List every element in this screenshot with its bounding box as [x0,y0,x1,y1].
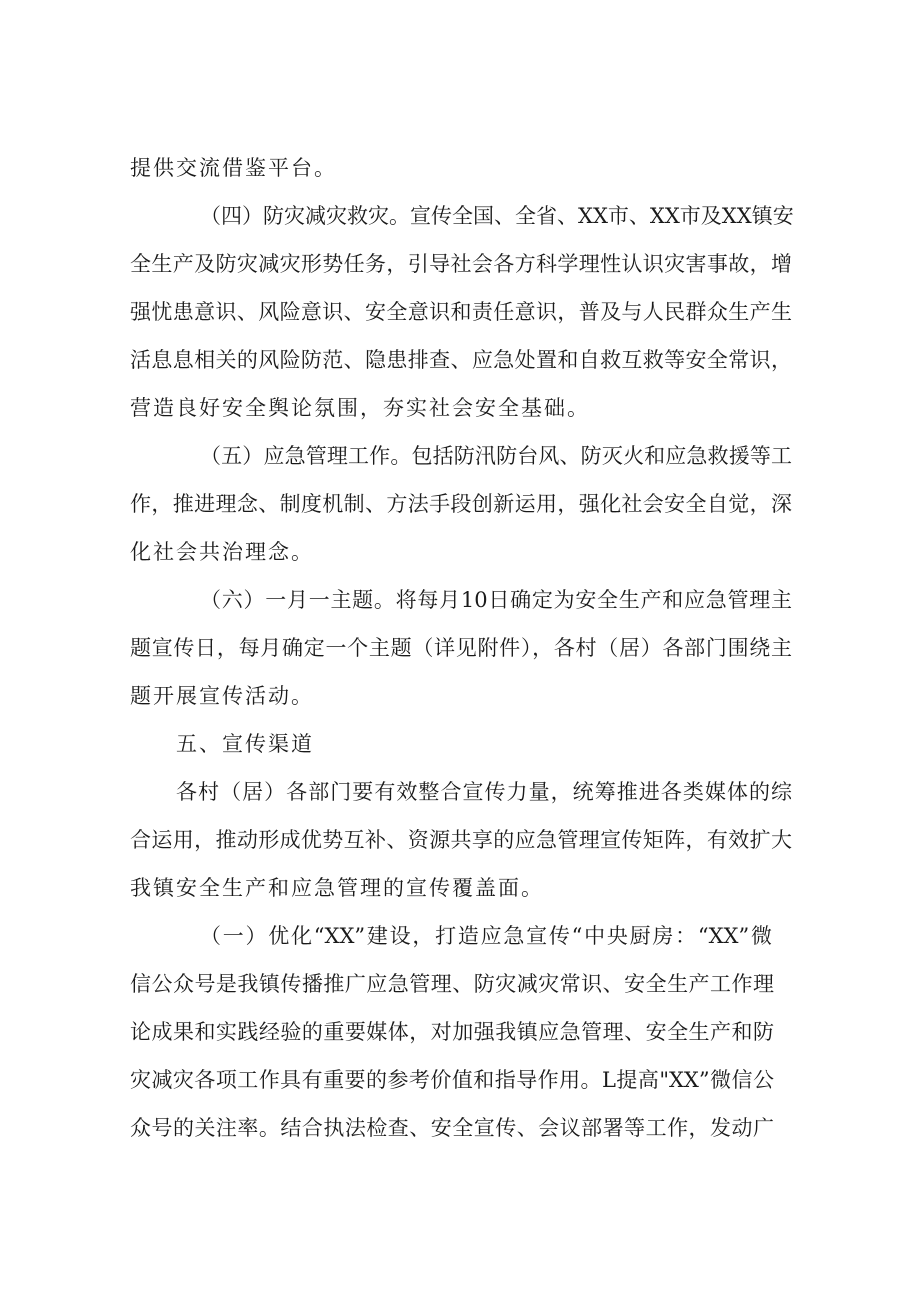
text-line-18: 信公众号是我镇传播推广应急管理、防灾减灾常识、安全生产工作理 [130,972,774,996]
text-line-1: 提供交流借鉴平台。 [130,156,337,180]
text-line-19: 论成果和实践经验的重要媒体，对加强我镇应急管理、安全生产和防 [130,1020,774,1044]
text-line-11: 题宣传日，每月确定一个主题（详见附件），各村（居）各部门围绕主 [130,636,792,660]
text-line-12: 题开展宣传活动。 [130,684,314,708]
text-line-14: 各村（居）各部门要有效整合宣传力量，统筹推进各类媒体的综 [176,780,792,804]
text-line-6: 营造良好安全舆论氛围，夯实社会安全基础。 [130,396,590,420]
section-heading: 五、宣传渠道 [176,732,314,756]
text-line-21: 众号的关注率。结合执法检查、安全宣传、会议部署等工作，发动广 [130,1116,774,1140]
text-line-7: （五）应急管理工作。包括防汛防台风、防灭火和应急救援等工 [200,444,792,468]
text-line-15: 合运用，推动形成优势互补、资源共享的应急管理宣传矩阵，有效扩大 [130,828,792,852]
text-line-5: 活息息相关的风险防范、隐患排查、应急处置和自救互救等安全常识， [130,348,792,372]
text-line-2: （四）防灾减灾救灾。宣传全国、全省、XX市、XX市及XX镇安 [200,204,794,228]
text-line-9: 化社会共治理念。 [130,540,314,564]
text-line-20: 灾减灾各项工作具有重要的参考价值和指导作用。L提高"XX”微信公 [130,1068,774,1092]
text-line-17: （一）优化“XX”建设，打造应急宣传“中央厨房：“XX”微 [200,924,772,948]
text-line-10: （六）一月一主题。将每月10日确定为安全生产和应急管理主 [200,588,792,612]
text-line-3: 全生产及防灾减灾形势任务，引导社会各方科学理性认识灾害事故，增 [130,252,792,276]
text-line-4: 强忧患意识、风险意识、安全意识和责任意识，普及与人民群众生产生 [130,300,792,324]
text-line-16: 我镇安全生产和应急管理的宣传覆盖面。 [130,876,544,900]
text-line-8: 作，推进理念、制度机制、方法手段创新运用，强化社会安全自觉，深 [130,492,792,516]
